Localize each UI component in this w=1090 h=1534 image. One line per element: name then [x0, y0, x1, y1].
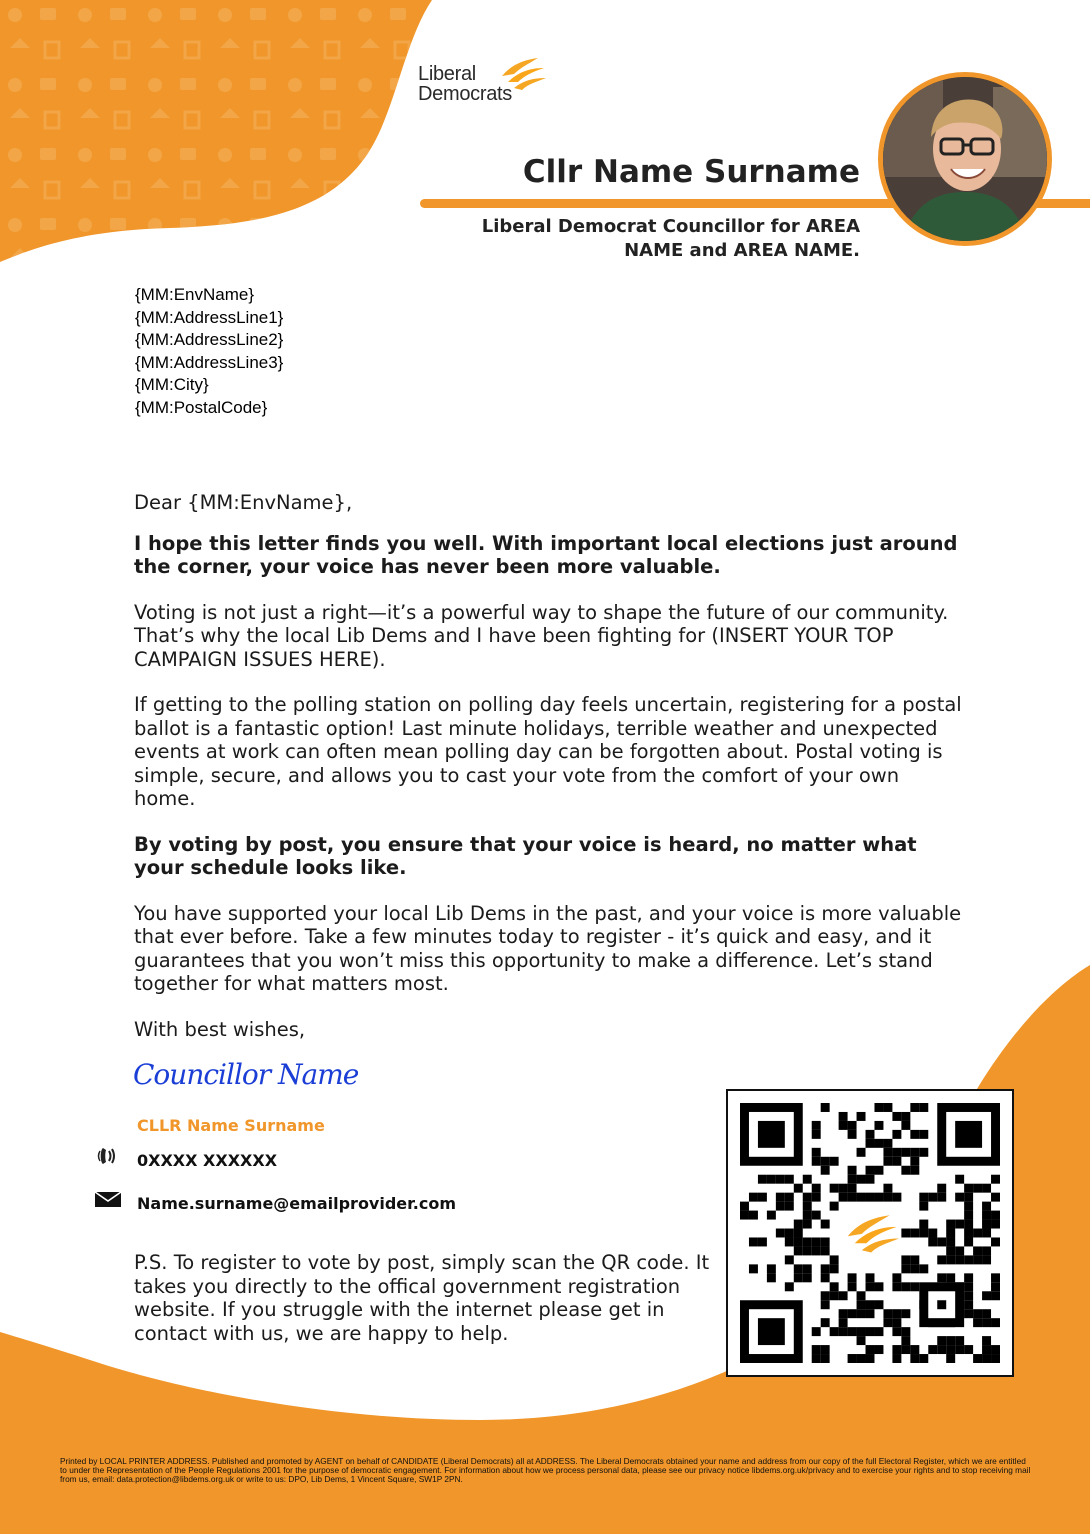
address-line: {MM:EnvName} [135, 285, 255, 304]
paragraph-intro: I hope this letter finds you well. With important local elections just around the corner, your voice has never been more valuable. [134, 531, 958, 578]
closing: With best wishes, [134, 1017, 306, 1041]
recipient-address [135, 284, 283, 419]
portrait-illustration [883, 77, 1047, 241]
councillor-subtitle: Liberal Democrat Councillor for AREA NAME and AREA NAME. [481, 216, 860, 261]
postscript: P.S. To register to vote by post, simply scan the QR code. It takes you directly to the offical government registration website. If you struggle with the internet please get in contact with us, we are happy to help. [134, 1251, 710, 1345]
letter-body [134, 491, 964, 1063]
paragraph-voting-right: Voting is not just a right—it’s a powerful way to shape the future of our community. That’s why the local Lib Dems and I have been fighting for (INSERT YOUR TOP CAMPAIGN ISSUES HERE). [134, 600, 949, 671]
councillor-photo [878, 72, 1052, 246]
qr-code-pattern [740, 1103, 1000, 1363]
paragraph-postal-ballot: If getting to the polling station on polling day feels uncertain, registering for a postal ballot is a fantastic option! Last minute holidays, terrible weather and unexpected events at work can often mean polling day can be forgotten about. Postal voting is simple, secure, and allows you to cast your vote from the comfort of your own home. [134, 693, 962, 810]
email-address[interactable]: Name.surname@emailprovider.com [137, 1194, 456, 1213]
bird-logo-icon [498, 54, 548, 94]
address-line: {MM:AddressLine1} [135, 307, 284, 327]
imprint-footer: Printed by LOCAL PRINTER ADDRESS. Published and promoted by AGENT on behalf of CANDIDATE (Liberal Democrats) all at ADDRESS. The Liberal Democrats obtained your name and address from our copy of the full Electoral Register, which we are entitled to under the Representation of the People Regulations 2001 for the purpose of democratic engagement. For information about how we process personal data, please see our privacy notice libdems.org.uk/privacy and to exercise your rights and to stop receiving mail from us, email: data.protection@libdems.org.uk or write to us: DPO, Lib Dems, 1 Vincent Square, SW1P 2PN. [60, 1456, 1031, 1484]
liberal-democrats-logo [418, 54, 558, 114]
councillor-title: Cllr Name Surname [522, 154, 860, 190]
address-line: {MM:AddressLine3} [135, 352, 284, 372]
qr-code[interactable] [726, 1089, 1014, 1377]
logo-line-1: Liberal [418, 63, 476, 85]
address-line: {MM:City} [135, 375, 209, 394]
logo-line-2: Democrats [418, 83, 512, 105]
contact-name: CLLR Name Surname [137, 1116, 325, 1135]
phone-number[interactable]: 0XXXX XXXXXX [137, 1151, 278, 1170]
paragraph-support: You have supported your local Lib Dems in the past, and your voice is more valuable that ever before. Take a few minutes today to register - it’s quick and easy, and it guarantees that you won’t miss this opportunity to make a difference. Let’s stand together for what matters most. [134, 901, 962, 995]
phone-icon [94, 1143, 122, 1169]
handwritten-signature: Councillor Name [133, 1058, 359, 1091]
paragraph-voice-heard: By voting by post, you ensure that your voice is heard, no matter what your schedule looks like. [134, 832, 917, 879]
salutation: Dear {MM:EnvName}, [134, 491, 353, 514]
address-line: {MM:PostalCode} [135, 397, 268, 417]
address-line: {MM:AddressLine2} [135, 330, 284, 349]
envelope-icon [94, 1186, 122, 1212]
